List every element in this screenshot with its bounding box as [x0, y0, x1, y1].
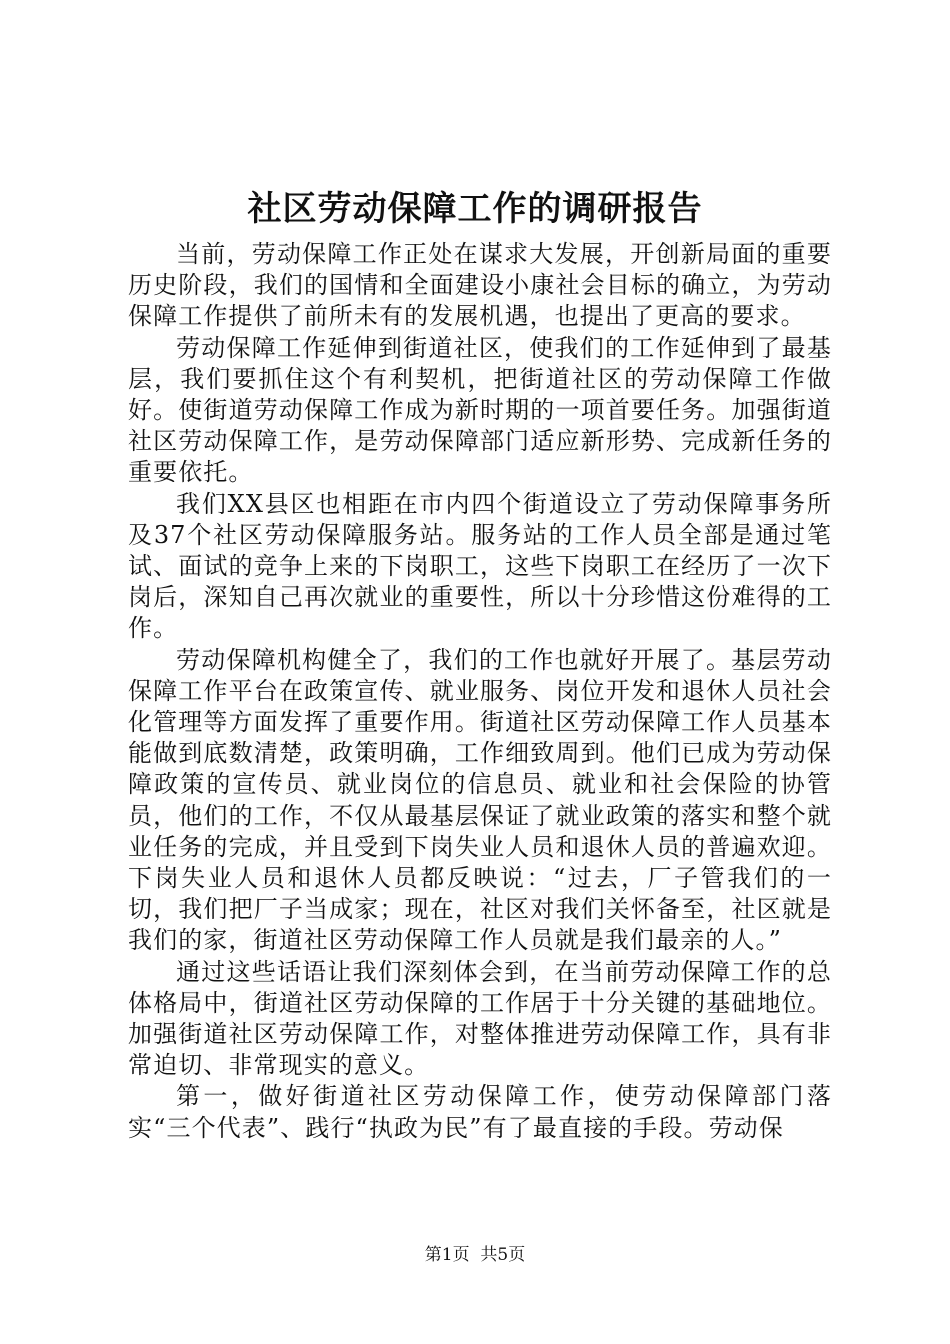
document-title: 社区劳动保障工作的调研报告	[247, 189, 703, 229]
page-number: 第1页 共5页	[424, 1245, 526, 1265]
paragraph: 通过这些话语让我们深刻体会到，在当前劳动保障工作的总体格局中，街道社区劳动保障的工作居于十分关键的基础地位。加强街道社区劳动保障工作，对整体推进劳动保障工作，具有非常迫切、非常现实的意义。	[128, 957, 832, 1080]
paragraph: 当前，劳动保障工作正处在谋求大发展，开创新局面的重要历史阶段，我们的国情和全面建设小康社会目标的确立，为劳动保障工作提供了前所未有的发展机遇，也提出了更高的要求。	[128, 240, 832, 331]
paragraph: 劳动保障工作延伸到街道社区，使我们的工作延伸到了最基层，我们要抓住这个有利契机，把街道社区的劳动保障工作做好。使街道劳动保障工作成为新时期的一项首要任务。加强街道社区劳动保障工作，是劳动保障部门适应新形势、完成新任务的重要依托。	[128, 333, 832, 487]
paragraph: 第一，做好街道社区劳动保障工作，使劳动保障部门落实“三个代表”、践行“执政为民”有了最直接的手段。劳动保	[128, 1082, 832, 1142]
document-body	[128, 239, 832, 1144]
page-footer	[0, 1243, 950, 1267]
paragraph: 劳动保障机构健全了，我们的工作也就好开展了。基层劳动保障工作平台在政策宣传、就业服务、岗位开发和退休人员社会化管理等方面发挥了重要作用。街道社区劳动保障工作人员基本能做到底数清楚，政策明确，工作细致周到。他们已成为劳动保障政策的宣传员、就业岗位的信息员、就业和社会保险的协管员，他们的工作，不仅从最基层保证了就业政策的落实和整个就业任务的完成，并且受到下岗失业人员和退休人员的普遍欢迎。下岗失业人员和退休人员都反映说：“过去，厂子管我们的一切，我们把厂子当成家；现在，社区对我们关怀备至，社区就是我们的家，街道社区劳动保障工作人员就是我们最亲的人。”	[128, 645, 832, 955]
paragraph: 我们XX县区也相距在市内四个街道设立了劳动保障事务所及37个社区劳动保障服务站。服务站的工作人员全部是通过笔试、面试的竞争上来的下岗职工，这些下岗职工在经历了一次下岗后，深知自己再次就业的重要性，所以十分珍惜这份难得的工作。	[128, 489, 832, 643]
